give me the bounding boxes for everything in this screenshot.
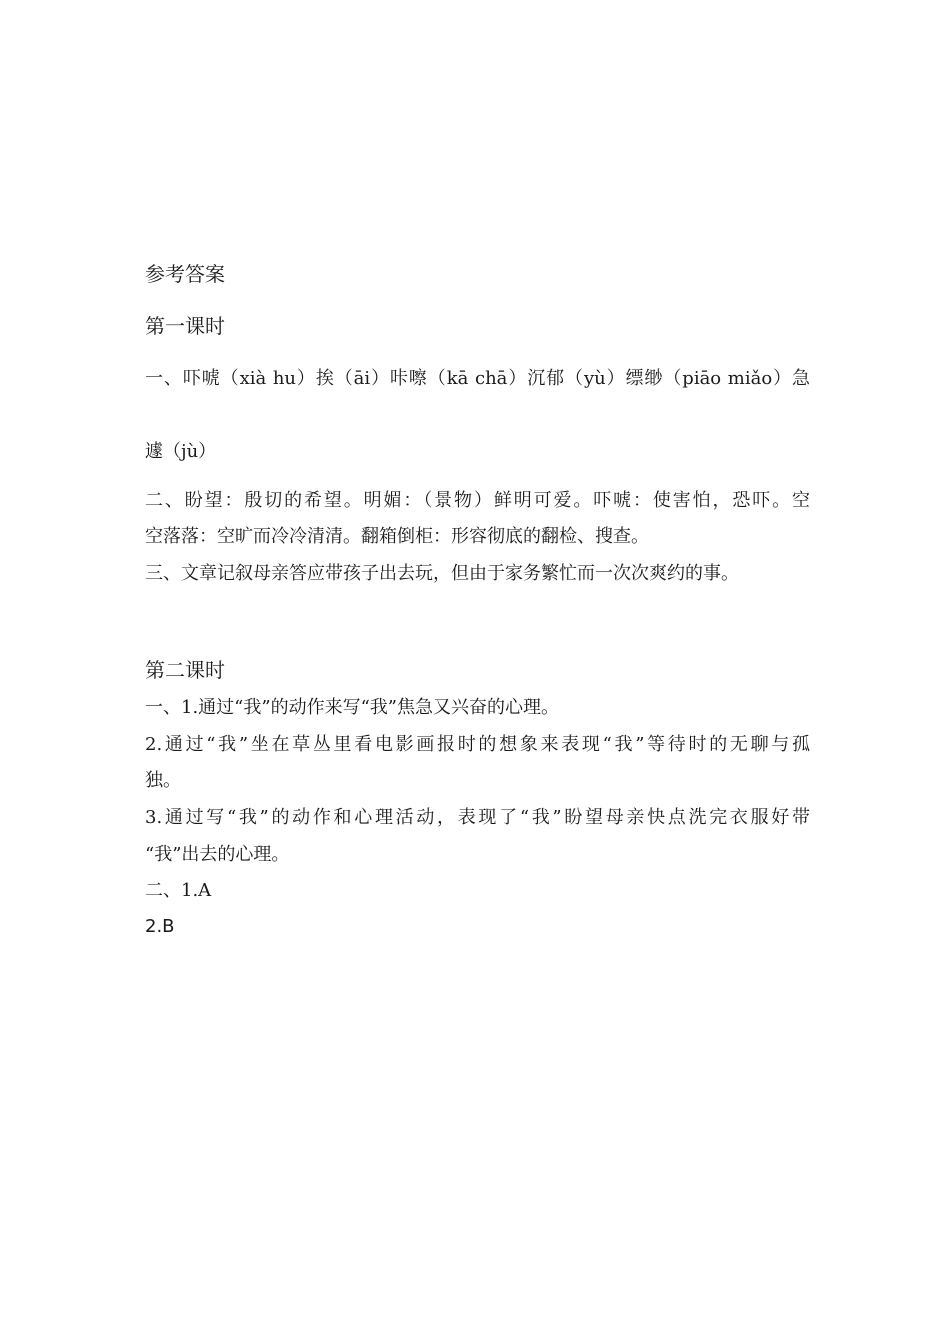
lesson1-q1-line2: 遽（jù） (145, 441, 217, 462)
lesson1-q3-line1: 三、文章记叙母亲答应带孩子出去玩，但由于家务繁忙而一次次爽约的事。 (145, 563, 739, 584)
lesson1-q2-line1: 二、盼望：殷切的希望。明媚：（景物）鲜明可爱。吓唬：使害怕，恐吓。空 (145, 490, 810, 511)
lesson2-a2-line2: 独。 (145, 770, 181, 791)
lesson2-b2: 2.B (145, 916, 175, 937)
lesson2-a3-line1: 3.通过写“我”的动作和心理活动，表现了“我”盼望母亲快点洗完衣服好带 (145, 807, 810, 828)
lesson1-q1-line1: 一、吓唬（xià hu）挨（āi）咔嚓（kā chā）沉郁（yù）缥缈（piāo miǎo）急 (145, 368, 810, 389)
lesson2-a1: 一、1.通过“我”的动作来写“我”焦急又兴奋的心理。 (145, 697, 559, 718)
lesson1-q2-line2: 空落落：空旷而冷冷清清。翻箱倒柜：形容彻底的翻检、搜查。 (145, 526, 649, 547)
lesson2-a3-line2: “我”出去的心理。 (145, 844, 290, 865)
lesson2-b1: 二、1.A (145, 880, 212, 901)
lesson2-a2-line1: 2.通过“我”坐在草丛里看电影画报时的想象来表现“我”等待时的无聊与孤 (145, 734, 810, 755)
answer-key-title: 参考答案 (145, 262, 225, 286)
lesson2-heading: 第二课时 (145, 658, 225, 682)
lesson1-heading: 第一课时 (145, 314, 225, 338)
